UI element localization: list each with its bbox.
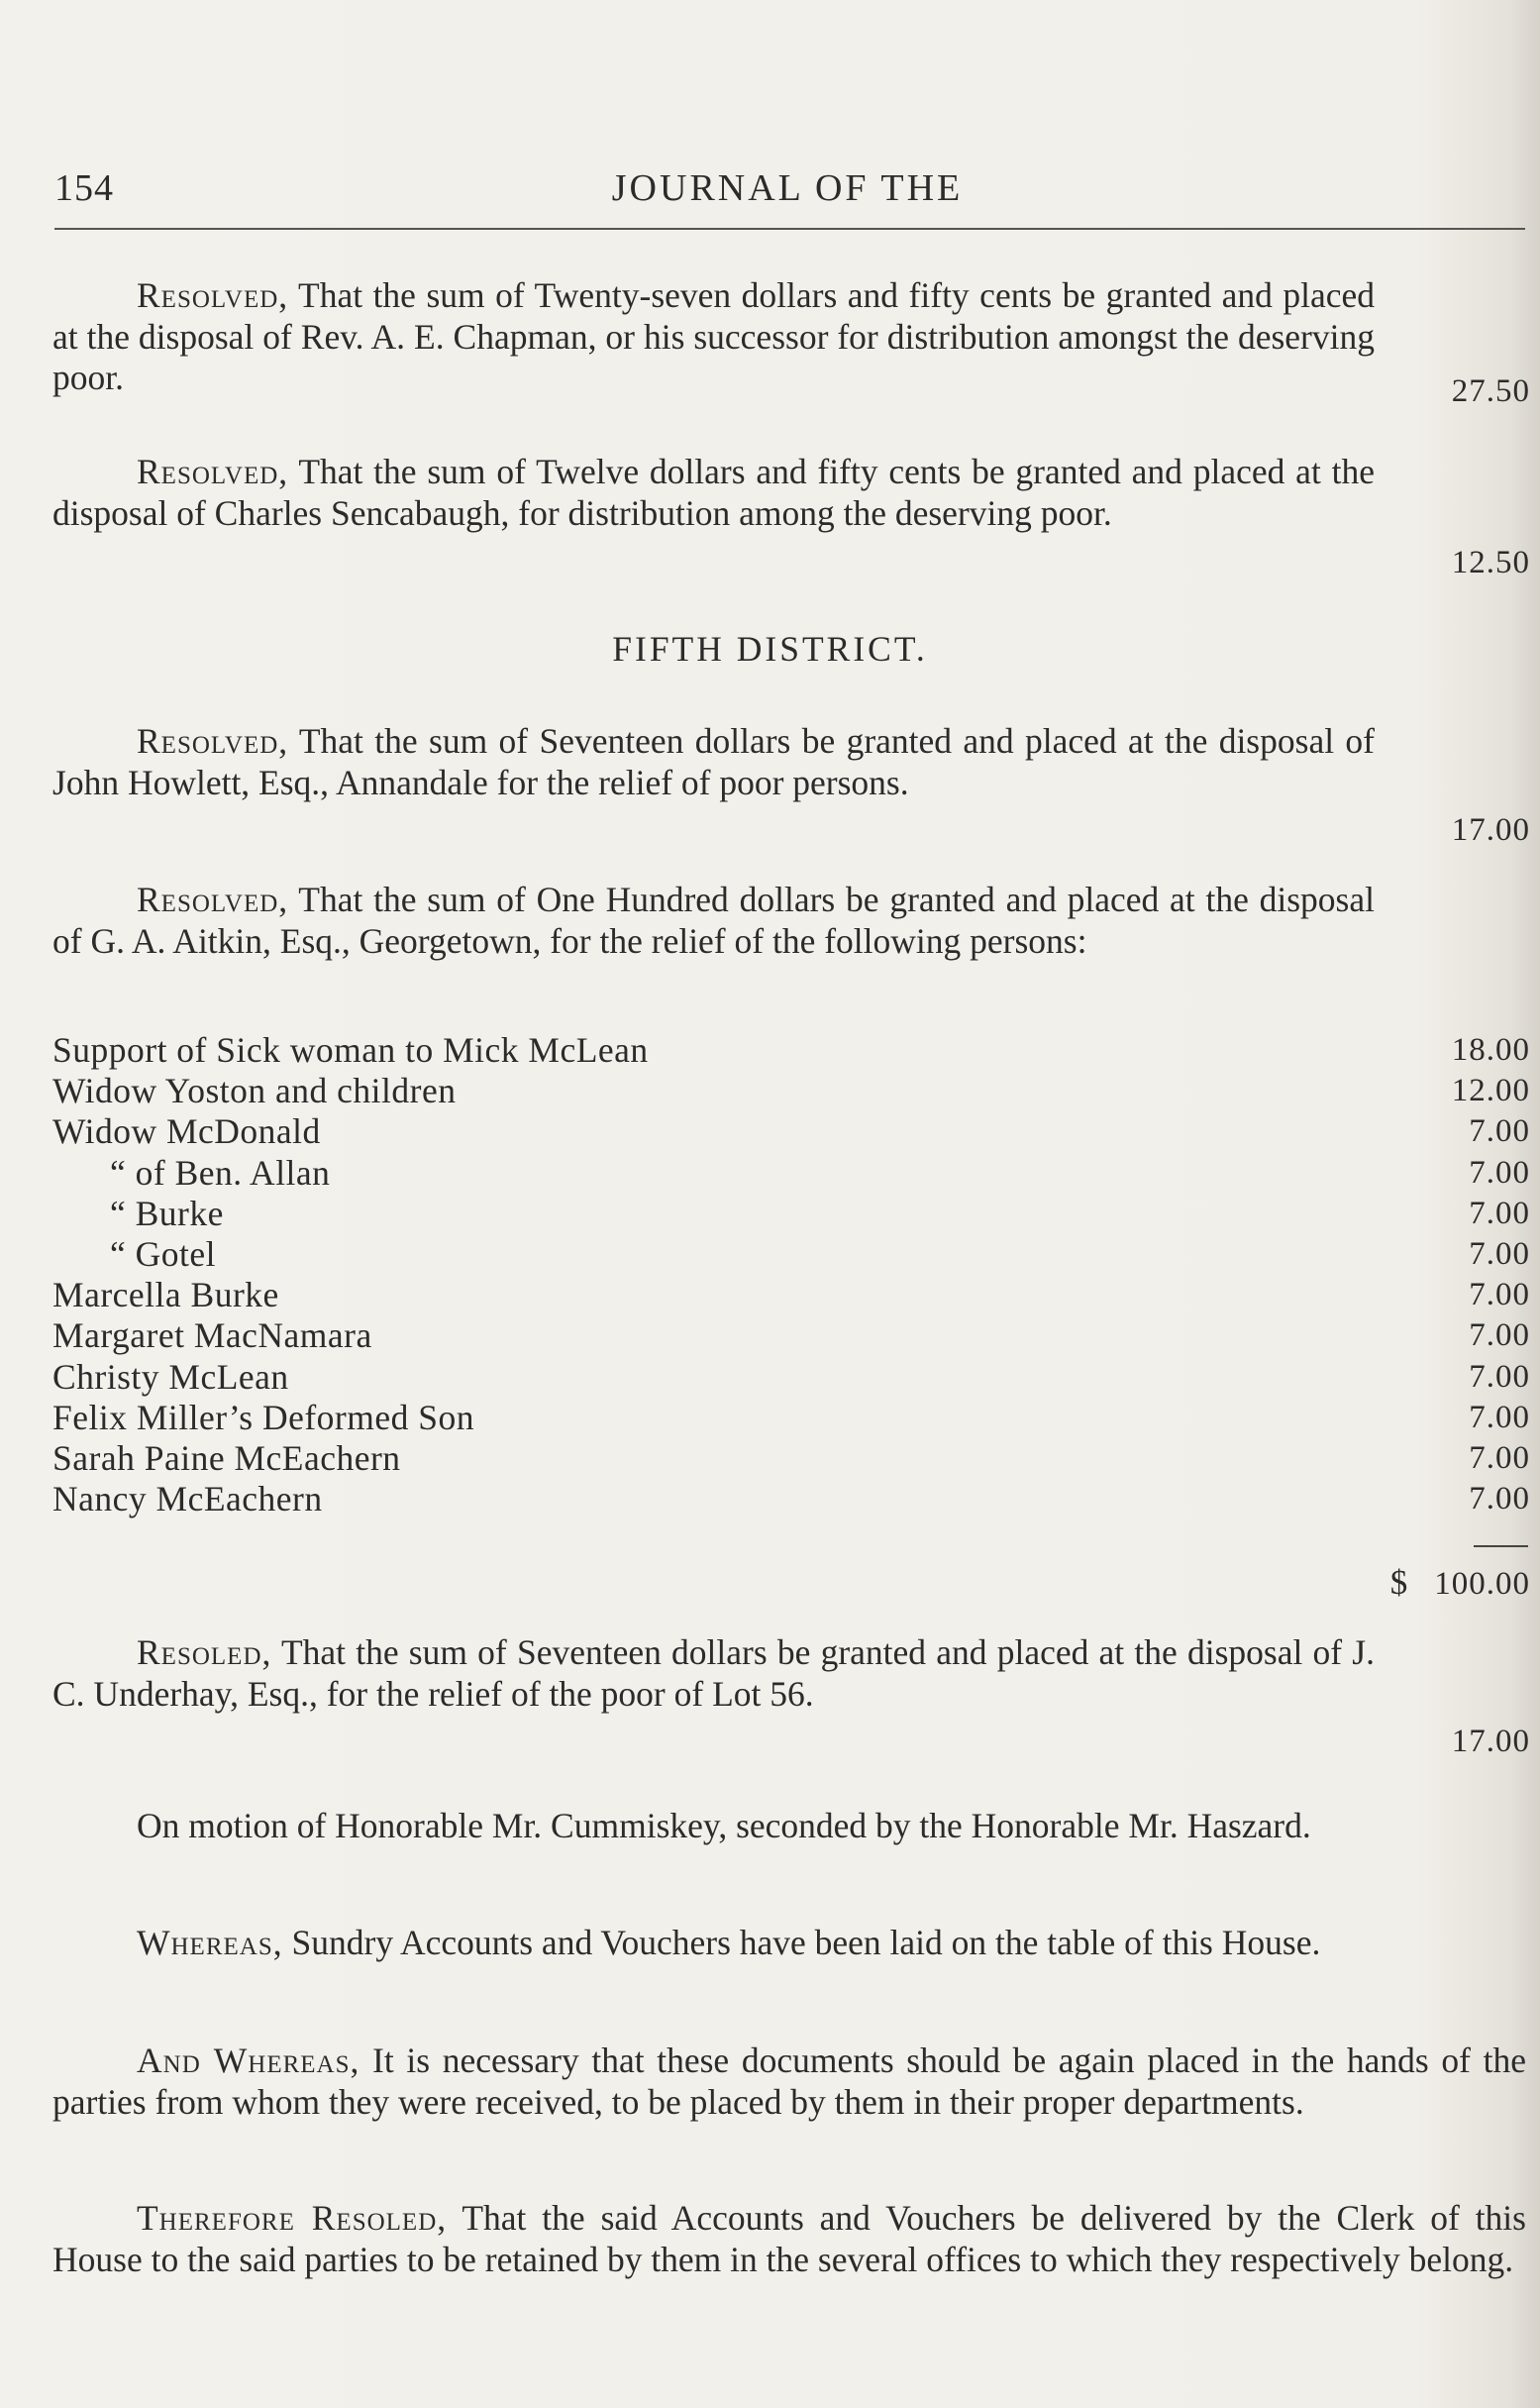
recipient-name: Widow McDonald (52, 1111, 321, 1152)
resolution-aitkin (52, 880, 1375, 962)
list-item (52, 1071, 1530, 1111)
sum-rule (1474, 1545, 1528, 1547)
resolution-text: On motion of Honorable Mr. Cummiskey, seconded by the Honorable Mr. Haszard. (137, 1806, 1311, 1845)
resolution-text: That the said Accounts and Vouchers be delivered by the Clerk of this House to the said parties to be retained by them in the several offices to which they respectively belong. (52, 2198, 1526, 2279)
total-amount: 100.00 (1434, 1566, 1530, 1602)
page-number: 154 (54, 167, 114, 209)
relief-list (52, 1030, 1530, 1519)
recipient-amount: 7.00 (1469, 1277, 1530, 1313)
resolution-lead: Resolved, (137, 275, 289, 315)
and-whereas-paragraph (52, 2041, 1526, 2123)
resolution-underhay (52, 1632, 1375, 1715)
resolution-text: That the sum of Twelve dollars and fifty cents be granted and placed at the disposal of Charles Sencabaugh, for distribution among the deserving poor. (52, 452, 1375, 533)
recipient-name: Sarah Paine McEachern (52, 1437, 401, 1478)
amount-howlett: 17.00 (1451, 812, 1530, 848)
list-item (52, 1357, 1530, 1398)
recipient-amount: 7.00 (1469, 1195, 1530, 1231)
resolution-text: Sundry Accounts and Vouchers have been laid on the table of this House. (282, 1923, 1321, 1962)
resolution-sencabaugh (52, 452, 1375, 534)
recipient-amount: 18.00 (1451, 1032, 1530, 1068)
resolution-text: That the sum of One Hundred dollars be granted and placed at the disposal of G. A. Aitkin, Esq., Georgetown, for the relief of the following persons: (52, 880, 1375, 961)
running-head: JOURNAL OF THE (611, 167, 964, 209)
recipient-name: Christy McLean (52, 1356, 289, 1397)
amount-sencabaugh: 12.50 (1451, 545, 1530, 580)
recipient-amount: 7.00 (1469, 1358, 1530, 1395)
recipient-amount: 7.00 (1469, 1317, 1530, 1354)
resolution-lead: Resoled, (137, 1632, 272, 1672)
resolution-howlett (52, 721, 1375, 803)
list-item (52, 1398, 1530, 1438)
whereas-paragraph (52, 1923, 1526, 1964)
resolution-lead: Whereas, (137, 1923, 283, 1962)
list-item (52, 1234, 1530, 1275)
recipient-amount: 7.00 (1469, 1399, 1530, 1435)
amount-chapman: 27.50 (1451, 373, 1530, 409)
list-item (52, 1111, 1530, 1152)
recipient-name: Margaret MacNamara (52, 1315, 372, 1356)
recipient-name: Support of Sick woman to Mick McLean (52, 1030, 649, 1070)
list-item (52, 1194, 1530, 1234)
list-item (52, 1315, 1530, 1356)
resolution-lead: And Whereas, (137, 2041, 360, 2080)
list-item (52, 1275, 1530, 1315)
recipient-amount: 7.00 (1469, 1113, 1530, 1150)
header-rule (54, 228, 1525, 230)
recipient-name: Felix Miller’s Deformed Son (52, 1397, 474, 1437)
dollar-sign: $ (1389, 1563, 1409, 1602)
recipient-name: Nancy McEachern (52, 1479, 323, 1519)
page-header (54, 166, 1520, 216)
section-heading: FIFTH DISTRICT. (612, 629, 928, 669)
list-item (52, 1438, 1530, 1479)
resolution-lead: Resolved, (137, 452, 289, 491)
resolution-lead: Resolved, (137, 721, 289, 761)
recipient-amount: 7.00 (1469, 1481, 1530, 1518)
recipient-amount: 7.00 (1469, 1235, 1530, 1272)
therefore-paragraph (52, 2198, 1526, 2280)
recipient-name: Widow Yoston and children (52, 1071, 457, 1111)
recipient-amount: 7.00 (1469, 1154, 1530, 1191)
resolution-text: It is necessary that these documents should be again placed in the hands of the parties from whom they were received, to be placed by them in their proper departments. (52, 2041, 1526, 2122)
list-item (52, 1153, 1530, 1194)
recipient-amount: 7.00 (1469, 1439, 1530, 1476)
resolution-chapman (52, 275, 1375, 399)
resolution-text: That the sum of Seventeen dollars be granted and placed at the disposal of J. C. Underhay, Esq., for the relief of the poor of Lot 56. (52, 1632, 1375, 1714)
recipient-amount: 12.00 (1451, 1073, 1530, 1109)
recipient-name: Marcella Burke (52, 1275, 279, 1315)
resolution-text: That the sum of Twenty-seven dollars and fifty cents be granted and placed at the disposal of Rev. A. E. Chapman, or his successor for distribution amongst the deserving poor. (52, 275, 1375, 397)
list-total (1390, 1563, 1530, 1603)
amount-underhay: 17.00 (1451, 1724, 1530, 1759)
recipient-name: “ Gotel (110, 1233, 217, 1274)
resolution-lead: Therefore Resoled, (137, 2198, 448, 2238)
resolution-lead: Resolved, (137, 880, 289, 919)
resolution-text: That the sum of Seventeen dollars be granted and placed at the disposal of John Howlett, Esq., Annandale for the relief of poor persons. (52, 721, 1375, 802)
motion-paragraph (52, 1806, 1526, 1847)
recipient-name: “ of Ben. Allan (110, 1152, 331, 1193)
list-item (52, 1479, 1530, 1519)
recipient-name: “ Burke (110, 1193, 224, 1233)
list-item (52, 1030, 1530, 1071)
